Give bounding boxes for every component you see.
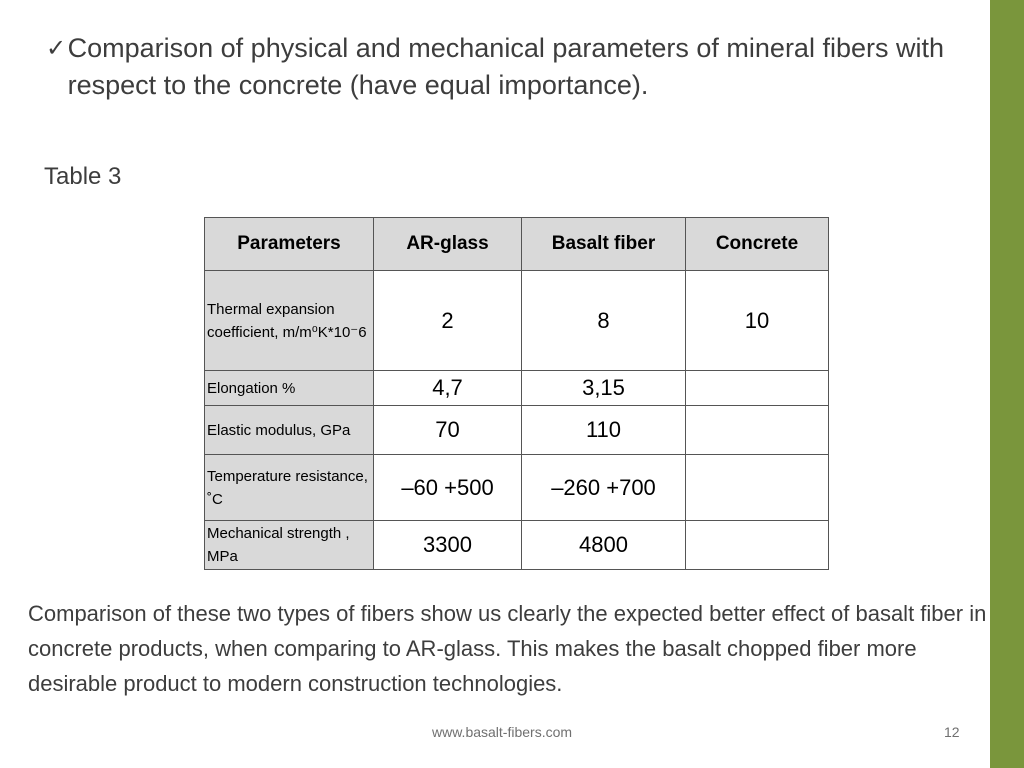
table-row xyxy=(205,406,829,455)
cell-basalt: 8 xyxy=(522,271,686,371)
row-label: Thermal expansion coefficient, m/m⁰K*10⁻6 xyxy=(205,271,374,371)
cell-concrete xyxy=(686,371,829,406)
row-label: Temperature resistance, ˚C xyxy=(205,455,374,521)
table-row xyxy=(205,521,829,570)
summary-paragraph: Comparison of these two types of fibers show us clearly the expected better effect of basalt fiber in concrete products, when comparing to AR-glass. This makes the basalt chopped fiber more desirable product to modern construction technologies. xyxy=(28,601,987,696)
cell-ar-glass: 3300 xyxy=(374,521,522,570)
table-row xyxy=(205,455,829,521)
row-label: Mechanical strength , MPa xyxy=(205,521,374,570)
header-cell: Concrete xyxy=(686,218,829,271)
cell-ar-glass: –60 +500 xyxy=(374,455,522,521)
cell-concrete: 10 xyxy=(686,271,829,371)
check-icon: ✓ xyxy=(46,35,67,62)
parameters-table xyxy=(204,217,829,570)
cell-concrete xyxy=(686,521,829,570)
bullet-point xyxy=(46,30,946,104)
cell-concrete xyxy=(686,455,829,521)
page-number: 12 xyxy=(944,724,960,740)
cell-ar-glass: 70 xyxy=(374,406,522,455)
cell-basalt: 4800 xyxy=(522,521,686,570)
table-caption: Table 3 xyxy=(44,163,122,190)
cell-basalt: 110 xyxy=(522,406,686,455)
table-row xyxy=(205,371,829,406)
cell-basalt: –260 +700 xyxy=(522,455,686,521)
cell-concrete xyxy=(686,406,829,455)
row-label: Elastic modulus, GPa xyxy=(205,406,374,455)
header-cell: AR-glass xyxy=(374,218,522,271)
row-label: Elongation % xyxy=(205,371,374,406)
header-cell: Basalt fiber xyxy=(522,218,686,271)
side-accent-bar xyxy=(990,0,1024,768)
bullet-text: Comparison of physical and mechanical parameters of mineral fibers with respect to the concrete (have equal importance). xyxy=(67,33,944,100)
cell-basalt: 3,15 xyxy=(522,371,686,406)
cell-ar-glass: 2 xyxy=(374,271,522,371)
header-cell: Parameters xyxy=(205,218,374,271)
cell-ar-glass: 4,7 xyxy=(374,371,522,406)
table-row xyxy=(205,271,829,371)
table-header-row xyxy=(205,218,829,271)
footer-url: www.basalt-fibers.com xyxy=(432,724,573,740)
